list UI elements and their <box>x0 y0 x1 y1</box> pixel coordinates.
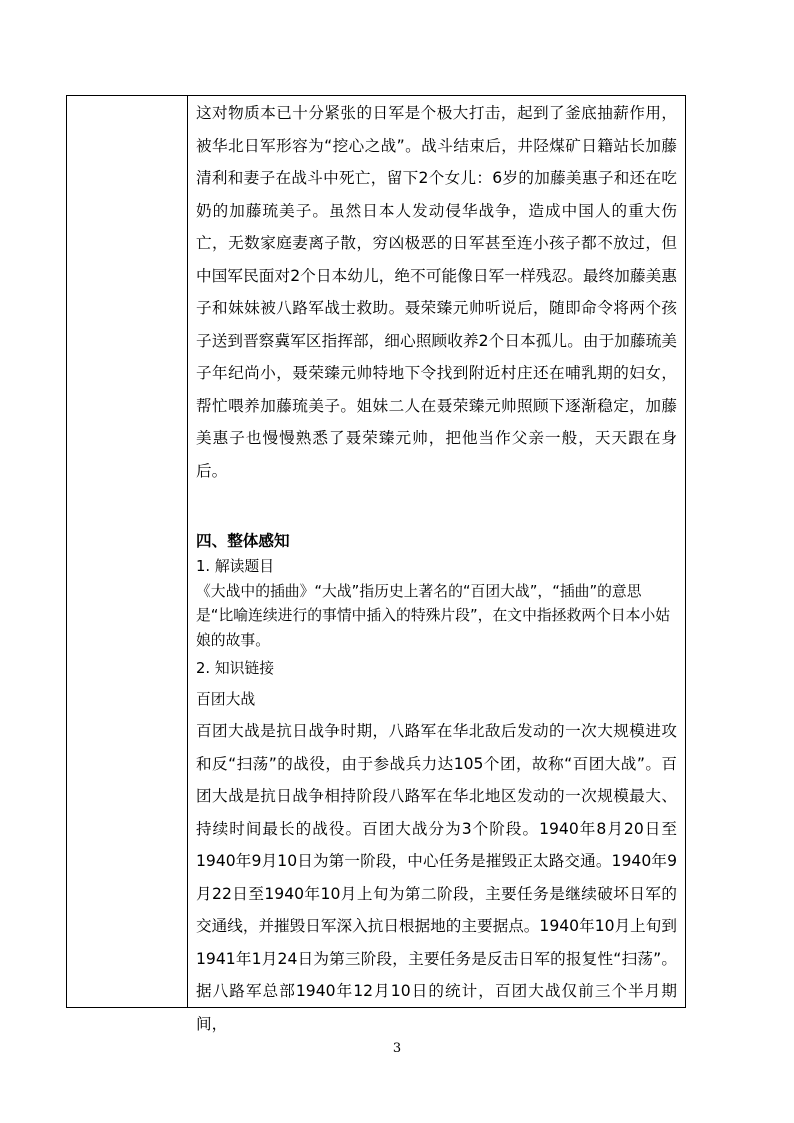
item2-subtitle: 百团大战 <box>196 691 256 708</box>
item1-title: 1. 解读题目 <box>196 558 275 575</box>
content-table <box>66 95 686 1033</box>
story-paragraph: 这对物质本已十分紧张的日军是个极大打击，起到了釜底抽薪作用，被华北日军形容为“挖心之战”。战斗结束后，井陉煤矿日籍站长加藤清利和妻子在战斗中死亡，留下2个女儿：6岁的加藤美惠子和还在吃奶的加藤琉美子。虽然日本人发动侵华战争，造成中国人的重大伤亡，无数家庭妻离子散，穷凶极恶的日军甚至连小孩子都不放过，但中国军民面对2个日本幼儿，绝不可能像日军一样残忍。最终加藤美惠子和妹妹被八路军战士救助。聂荣臻元帅听说后，随即命令将两个孩子送到晋察冀军区指挥部，细心照顾收养2个日本孤儿。由于加藤琉美子年纪尚小，聂荣臻元帅特地下令找到附近村庄还在哺乳期的妇女，帮忙喂养加藤琉美子。姐妹二人在聂荣臻元帅照顾下逐渐稳定，加藤美惠子也慢慢熟悉了聂荣臻元帅，把他当作父亲一般，天天跟在身后。 <box>196 104 677 480</box>
item2-title: 2. 知识链接 <box>196 660 275 677</box>
section-heading: 四、整体感知 <box>196 532 290 550</box>
right-column-cell <box>188 96 685 1033</box>
item2-text: 百团大战是抗日战争时期，八路军在华北敌后发动的一次大规模进攻和反“扫荡”的战役，由于参战兵力达105个团，故称“百团大战”。百团大战是抗日战争相持阶段八路军在华北地区发动的一次规模最大、持续时间最长的战役。百团大战分为3个阶段。1940年8月20日至1940年9月10日为第一阶段，中心任务是摧毁正太路交通。1940年9月22日至1940年10月上旬为第二阶段，主要任务是继续破坏日军的交通线，并摧毁日军深入抗日根据地的主要据点。1940年10月上旬到1941年1月24日为第三阶段，主要任务是反击日军的报复性“扫荡”。据八路军总部1940年12月10日的统计，百团大战仅前三个半月期间， <box>196 722 677 1033</box>
page-number: 3 <box>392 1041 402 1056</box>
item1-text: 《大战中的插曲》“大战”指历史上著名的“百团大战”，“插曲”的意思是“比喻连续进行的事情中插入的特殊片段”，在文中指拯救两个日本小姑娘的故事。 <box>196 582 671 649</box>
left-column-cell <box>67 96 188 1007</box>
